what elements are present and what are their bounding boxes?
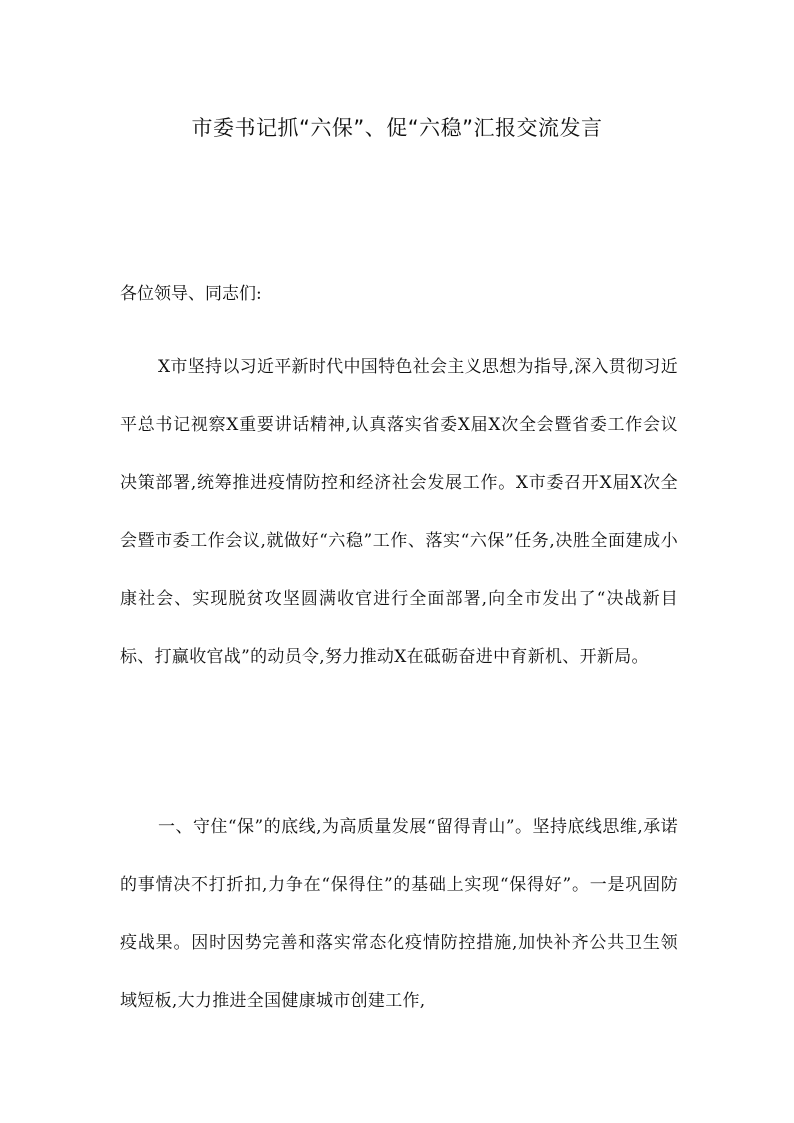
paragraph-section-one: 一、守住“保”的底线,为高质量发展“留得青山”。坚持底线思维,承诺的事情决不打折扣,力争在“保得住”的基础上实现“保得好”。一是巩固防疫战果。因时因势完善和落实常态化疫情防控措施,加快补齐公共卫生领域短板,大力推进全国健康城市创建工作, bbox=[120, 817, 678, 1011]
paragraph-intro: X市坚持以习近平新时代中国特色社会主义思想为指导,深入贯彻习近平总书记视察X重要讲话精神,认真落实省委X届X次全会暨省委工作会议决策部署,统筹推进疫情防控和经济社会发展工作。X市委召开X届X次全会暨市委工作会议,就做好“六稳”工作、落实“六保”任务,决胜全面建成小康社会、实现脱贫攻坚圆满收官进行全面部署,向全市发出了“决战新目标、打赢收官战”的动员令,努力推动X在砥砺奋进中育新机、开新局。 bbox=[120, 357, 678, 667]
document-title: 市委书记抓“六保”、促“六稳”汇报交流发言 bbox=[191, 116, 603, 140]
greeting-line: 各位领导、同志们: bbox=[120, 284, 262, 304]
